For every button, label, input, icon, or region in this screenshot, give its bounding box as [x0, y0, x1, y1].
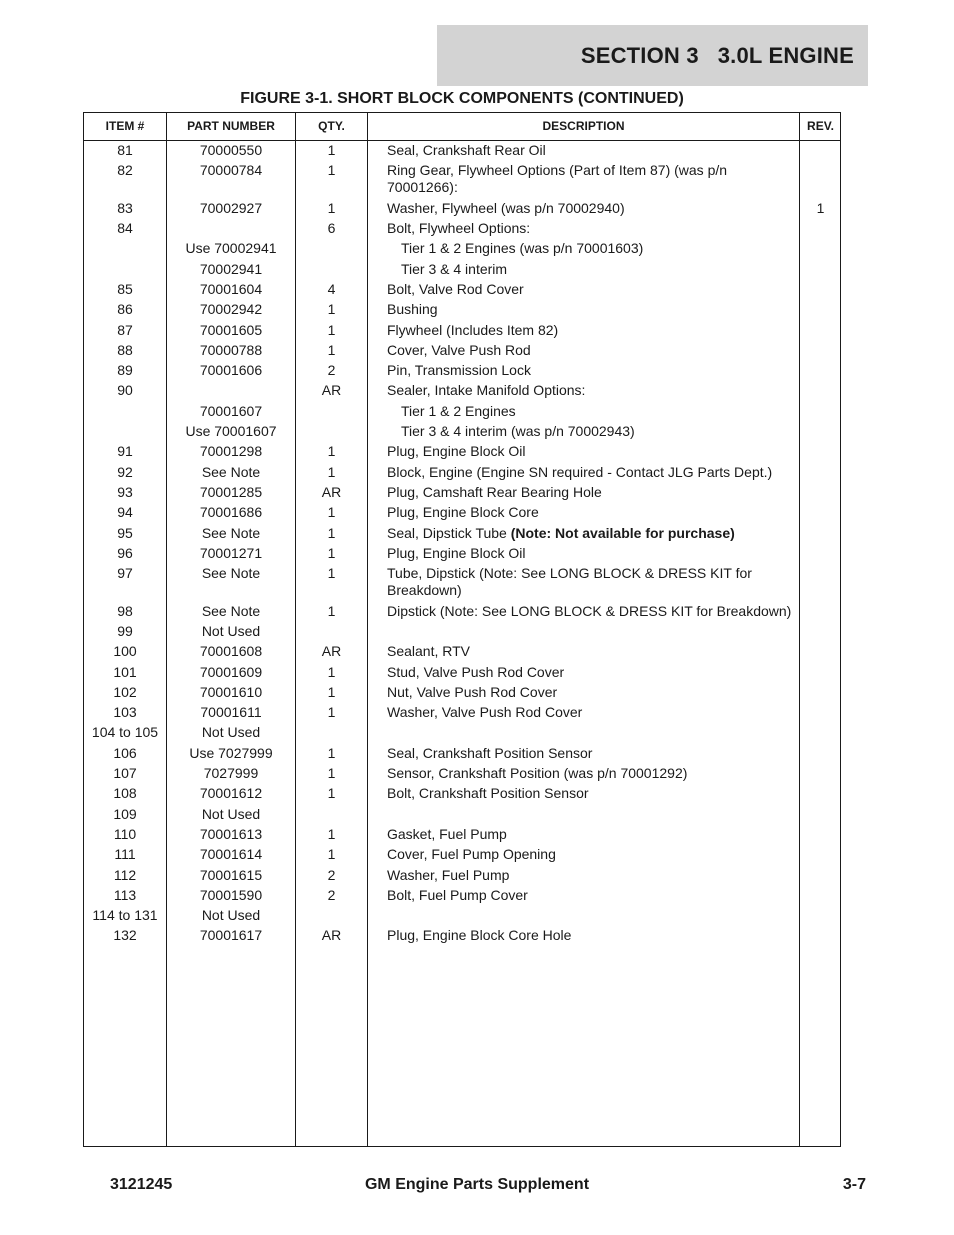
part-number-cell: 70000550 [199, 142, 263, 158]
description-cell: Tier 3 & 4 interim (was p/n 70002943) [401, 423, 635, 440]
part-number-cell: Not Used [201, 724, 261, 741]
description-cell: Seal, Crankshaft Rear Oil [387, 142, 546, 158]
table-row [84, 927, 842, 947]
table-row [84, 382, 842, 402]
part-number-cell: 70001612 [199, 785, 263, 802]
part-number-cell: 70001613 [199, 825, 263, 842]
part-number-cell: Not Used [201, 622, 261, 639]
quantity-cell: 6 [327, 220, 336, 237]
table-row [84, 504, 842, 524]
part-number-cell: 70001614 [199, 846, 263, 863]
table-row [84, 220, 842, 240]
item-number-cell: 103 [113, 704, 137, 721]
item-number-cell: 99 [117, 622, 133, 639]
part-number-cell: 70001686 [199, 504, 263, 521]
description-cell: Bolt, Flywheel Options: [387, 220, 531, 237]
part-number-cell: See Note [201, 524, 261, 541]
footer-doc-number: 3121245 [110, 1176, 173, 1193]
table-row [84, 443, 842, 463]
description-cell: Seal, Crankshaft Position Sensor [387, 744, 593, 761]
item-number-cell: 97 [117, 565, 133, 582]
description-cell: Tube, Dipstick (Note: See LONG BLOCK & DRESS KIT for Breakdown) [387, 565, 752, 599]
part-number-cell: Not Used [201, 805, 261, 822]
table-row [84, 643, 842, 663]
description-cell: Bushing [387, 301, 438, 318]
part-number-cell: 70002941 [199, 260, 263, 277]
quantity-cell: 1 [327, 142, 336, 158]
part-number-cell: 70001271 [199, 544, 263, 561]
table-row [84, 464, 842, 484]
table-row [84, 603, 842, 623]
description-cell: Stud, Valve Push Rod Cover [387, 663, 565, 680]
description-cell: Nut, Valve Push Rod Cover [387, 683, 558, 700]
quantity-cell: AR [321, 927, 342, 944]
parts-table [83, 112, 841, 1147]
revision-cell: 1 [816, 199, 825, 216]
description-cell: Bolt, Valve Rod Cover [387, 280, 524, 297]
item-number-cell: 111 [114, 846, 136, 863]
item-number-cell: 85 [117, 280, 133, 297]
quantity-cell: AR [321, 483, 342, 500]
section-label: SECTION 3 [580, 42, 699, 68]
description-cell: Tier 3 & 4 interim [401, 260, 508, 277]
section-title: 3.0L ENGINE [717, 42, 854, 68]
description-cell: Cover, Fuel Pump Opening [387, 846, 556, 863]
item-number-cell: 88 [117, 341, 133, 358]
item-number-cell: 90 [117, 382, 133, 399]
figure-title: FIGURE 3-1. SHORT BLOCK COMPONENTS (CONTINUED) [240, 90, 684, 107]
part-number-cell: 70000784 [199, 162, 263, 179]
description-cell: Block, Engine (Engine SN required - Contact JLG Parts Dept.) [387, 463, 773, 480]
item-number-cell: 112 [113, 866, 137, 883]
column-header-part-number: PART NUMBER [187, 119, 275, 133]
table-row [84, 724, 842, 744]
description-cell: Plug, Engine Block Core Hole [387, 927, 572, 944]
part-number-cell: 70001285 [199, 483, 263, 500]
part-number-cell: 7027999 [203, 765, 259, 782]
item-number-cell: 89 [117, 362, 133, 379]
quantity-cell: 1 [327, 825, 336, 842]
quantity-cell: 1 [327, 744, 336, 761]
description-cell: Tier 1 & 2 Engines (was p/n 70001603) [401, 240, 644, 257]
part-number-cell: Use 70001607 [185, 423, 277, 440]
table-row [84, 240, 842, 260]
item-number-cell: 132 [113, 927, 137, 944]
description-cell: Gasket, Fuel Pump [387, 825, 507, 842]
quantity-cell: AR [321, 643, 342, 660]
quantity-cell: 1 [327, 683, 336, 700]
description-cell: Plug, Engine Block Oil [387, 544, 526, 561]
table-row [84, 545, 842, 565]
quantity-cell: 1 [327, 321, 336, 338]
table-row [84, 806, 842, 826]
item-number-cell: 108 [113, 785, 137, 802]
part-number-cell: 70001605 [199, 321, 263, 338]
quantity-cell: 1 [327, 199, 336, 216]
column-header-description: DESCRIPTION [542, 119, 625, 133]
part-number-cell: 70002927 [199, 199, 263, 216]
description-cell: Washer, Fuel Pump [387, 866, 510, 883]
quantity-cell: 1 [327, 565, 336, 582]
description-cell: Bolt, Fuel Pump Cover [387, 886, 528, 903]
item-number-cell: 100 [113, 643, 137, 660]
table-row [84, 322, 842, 342]
footer-page-number: 3-7 [842, 1176, 866, 1193]
quantity-cell: 1 [327, 162, 336, 179]
quantity-cell: 1 [327, 663, 336, 680]
table-row [84, 342, 842, 362]
part-number-cell: 70001611 [200, 704, 262, 721]
table-row [84, 907, 842, 927]
section-header [437, 25, 868, 86]
part-number-cell: 70001615 [199, 866, 263, 883]
quantity-cell: 1 [327, 785, 336, 802]
part-number-cell: Not Used [201, 907, 261, 924]
table-row [84, 684, 842, 704]
item-number-cell: 104 to 105 [91, 724, 159, 741]
item-number-cell: 114 to 131 [92, 907, 158, 924]
part-number-cell: 70001606 [199, 362, 263, 379]
quantity-cell: 1 [327, 301, 336, 318]
description-cell: Ring Gear, Flywheel Options (Part of Item 87) (was p/n 70001266): [387, 162, 728, 196]
description-cell: Cover, Valve Push Rod [387, 341, 531, 358]
part-number-cell: Use 7027999 [189, 744, 273, 761]
description-cell: Sensor, Crankshaft Position (was p/n 70001292) [387, 765, 688, 782]
item-number-cell: 109 [113, 805, 137, 822]
part-number-cell: 70001604 [199, 280, 263, 297]
item-number-cell: 113 [113, 886, 137, 903]
quantity-cell: 1 [327, 704, 336, 721]
part-number-cell: 70002942 [199, 301, 263, 318]
quantity-cell: 1 [327, 463, 336, 480]
table-row [84, 200, 842, 220]
part-number-cell: See Note [201, 463, 261, 480]
description-cell: Dipstick (Note: See LONG BLOCK & DRESS KIT for Breakdown) [387, 602, 792, 619]
item-number-cell: 98 [117, 602, 133, 619]
quantity-cell: 1 [327, 443, 336, 460]
description-cell: Washer, Valve Push Rod Cover [387, 704, 583, 721]
quantity-cell: 1 [327, 524, 336, 541]
item-number-cell: 87 [117, 321, 133, 338]
table-row [84, 664, 842, 684]
table-row [84, 704, 842, 724]
description-cell: Washer, Flywheel (was p/n 70002940) [387, 199, 625, 216]
table-row [84, 565, 842, 603]
description-cell: Sealer, Intake Manifold Options: [387, 382, 586, 399]
description-cell: Plug, Camshaft Rear Bearing Hole [387, 483, 602, 500]
table-row [84, 887, 842, 907]
description-cell: Plug, Engine Block Core [387, 504, 539, 521]
table-row [84, 484, 842, 504]
quantity-cell: 2 [327, 866, 336, 883]
quantity-cell: 1 [327, 504, 336, 521]
part-number-cell: 70001608 [199, 643, 263, 660]
table-row [84, 826, 842, 846]
part-number-cell: See Note [201, 602, 261, 619]
part-number-cell: 70001298 [199, 443, 263, 460]
item-number-cell: 93 [117, 483, 133, 500]
item-number-cell: 95 [117, 524, 133, 541]
item-number-cell: 102 [113, 683, 137, 700]
part-number-cell: 70001617 [199, 927, 263, 944]
description-cell: Flywheel (Includes Item 82) [387, 321, 559, 338]
item-number-cell: 106 [113, 744, 137, 761]
item-number-cell: 82 [117, 162, 133, 179]
item-number-cell: 91 [117, 443, 133, 460]
quantity-cell: 4 [327, 280, 336, 297]
part-number-cell: 70001607 [199, 402, 263, 419]
quantity-cell: 2 [327, 886, 336, 903]
table-row [84, 142, 842, 162]
footer-doc-title: GM Engine Parts Supplement [364, 1176, 590, 1193]
quantity-cell: 1 [327, 846, 336, 863]
table-row [84, 423, 842, 443]
column-header-item: ITEM # [105, 119, 145, 133]
part-number-cell: 70001610 [199, 683, 263, 700]
description-cell: Plug, Engine Block Oil [387, 443, 526, 460]
item-number-cell: 92 [117, 463, 133, 480]
table-row [84, 785, 842, 805]
item-number-cell: 107 [113, 765, 137, 782]
quantity-cell: AR [321, 382, 342, 399]
quantity-cell: 1 [327, 602, 336, 619]
table-row [84, 162, 842, 200]
part-number-cell: 70001609 [199, 663, 263, 680]
header-divider [84, 140, 840, 141]
description-note: (Note: Not available for purchase) [510, 524, 735, 541]
quantity-cell: 1 [327, 341, 336, 358]
table-row [84, 623, 842, 643]
item-number-cell: 81 [117, 142, 133, 158]
table-row [84, 525, 842, 545]
part-number-cell: 70000788 [199, 341, 263, 358]
table-row [84, 403, 842, 423]
description-cell: Bolt, Crankshaft Position Sensor [387, 785, 589, 802]
item-number-cell: 96 [117, 544, 133, 561]
item-number-cell: 84 [117, 220, 133, 237]
description-cell: Pin, Transmission Lock [387, 362, 531, 379]
table-row [84, 846, 842, 866]
quantity-cell: 1 [327, 544, 336, 561]
description-text: Seal, Dipstick Tube [387, 524, 511, 541]
item-number-cell: 101 [113, 663, 137, 680]
part-number-cell: See Note [201, 565, 261, 582]
table-row [84, 301, 842, 321]
part-number-cell: Use 70002941 [185, 240, 277, 257]
item-number-cell: 94 [117, 504, 133, 521]
description-cell [387, 525, 797, 542]
quantity-cell: 2 [327, 362, 336, 379]
table-row [84, 867, 842, 887]
table-body [84, 142, 842, 948]
column-header-rev: REV. [807, 119, 834, 133]
table-row [84, 745, 842, 765]
column-header-qty: QTY. [318, 119, 345, 133]
item-number-cell: 86 [117, 301, 133, 318]
table-row [84, 362, 842, 382]
item-number-cell: 110 [113, 825, 137, 842]
part-number-cell: 70001590 [199, 886, 263, 903]
item-number-cell: 83 [117, 199, 133, 216]
table-row [84, 261, 842, 281]
quantity-cell: 1 [327, 765, 336, 782]
description-cell: Tier 1 & 2 Engines [401, 402, 516, 419]
table-row [84, 765, 842, 785]
description-cell: Sealant, RTV [387, 643, 471, 660]
table-row [84, 281, 842, 301]
